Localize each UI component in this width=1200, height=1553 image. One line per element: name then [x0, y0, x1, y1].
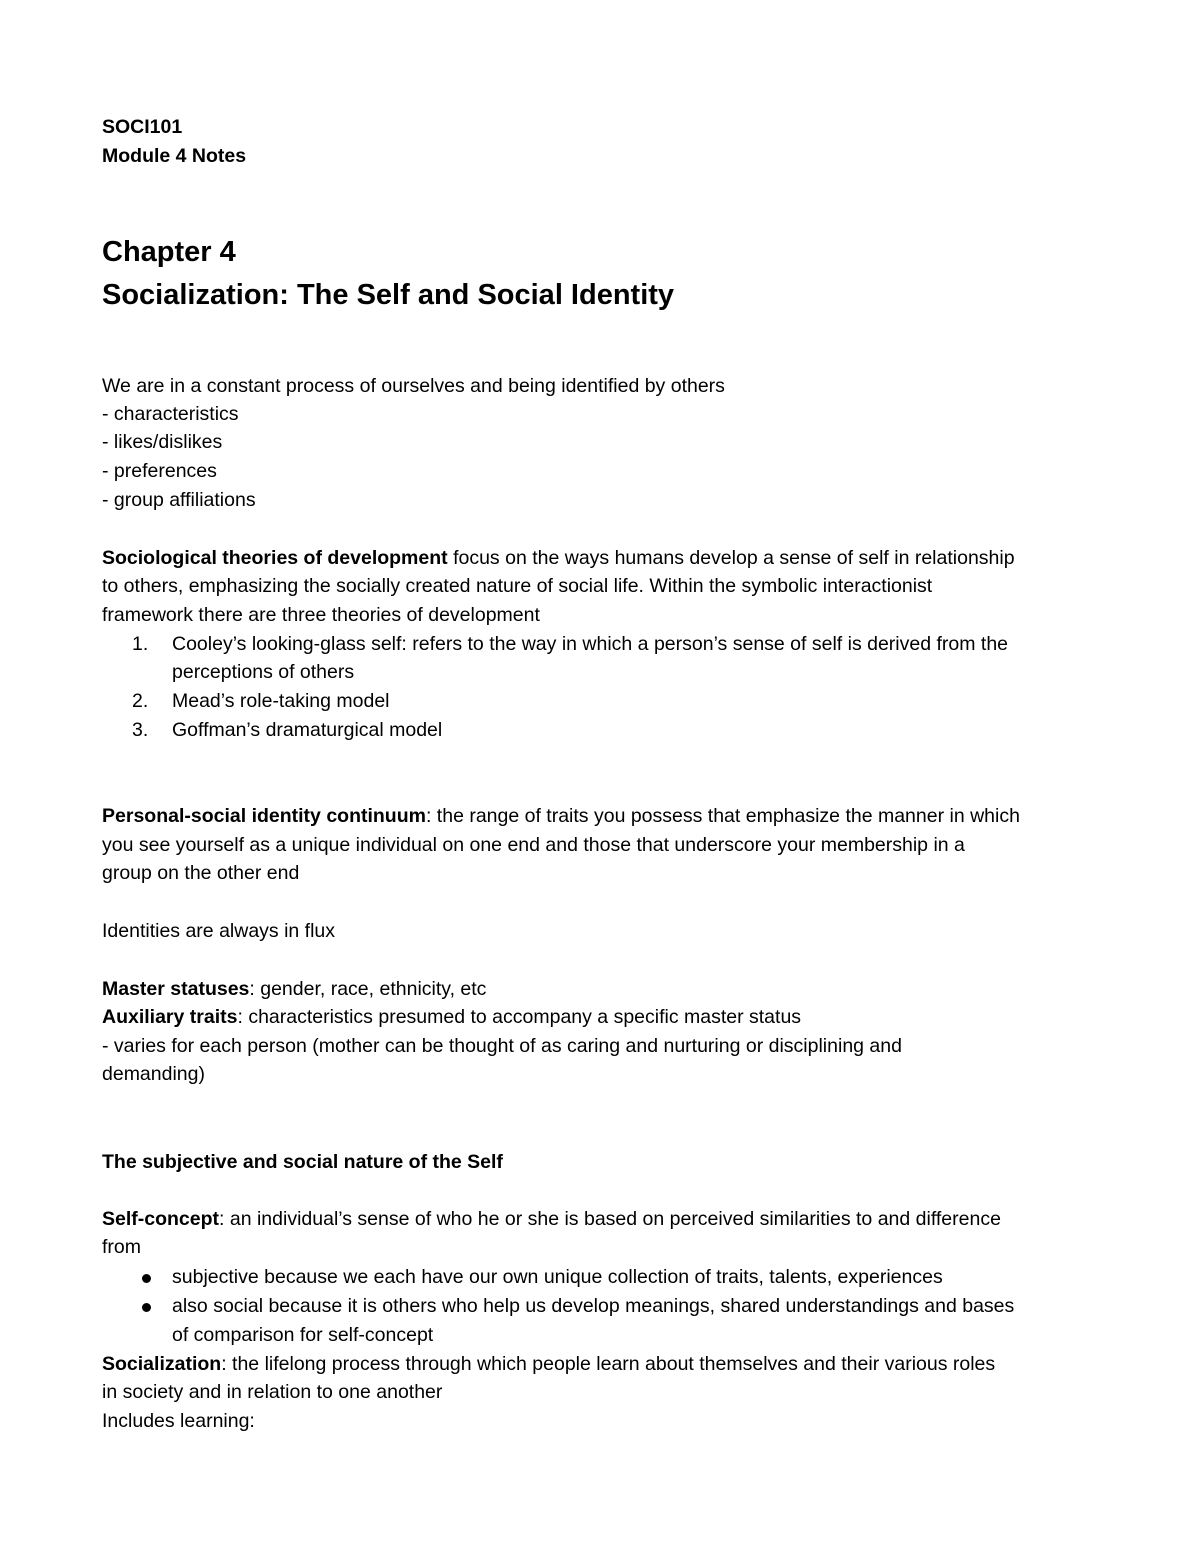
- continuum-paragraph-line: you see yourself as a unique individual on one end and those that underscore your membership in a: [102, 834, 965, 856]
- list-number: 3.: [132, 719, 149, 741]
- includes-learning: Includes learning:: [102, 1410, 255, 1432]
- intro-item: - likes/dislikes: [102, 431, 223, 453]
- intro-lead: We are in a constant process of ourselves and being identified by others: [102, 375, 725, 397]
- continuum-term: Personal-social identity continuum: [102, 805, 426, 827]
- bullet-icon: [132, 1292, 160, 1321]
- master-term: Master statuses: [102, 978, 250, 1000]
- socialization-line: in society and in relation to one another: [102, 1381, 443, 1403]
- list-number: 1.: [132, 633, 149, 655]
- master-text: : gender, race, ethnicity, etc: [249, 978, 487, 1000]
- auxiliary-text: : characteristics presumed to accompany a specific master status: [237, 1006, 802, 1028]
- intro-item: - preferences: [102, 460, 217, 482]
- self-concept-line: [102, 1205, 1112, 1234]
- bullet-text: also social because it is others who help us develop meanings, shared understandings and bases: [172, 1295, 1015, 1317]
- chapter-title: Socialization: The Self and Social Identity: [102, 279, 675, 311]
- chapter-number: Chapter 4: [102, 236, 236, 268]
- list-item-text: Goffman’s dramaturgical model: [172, 719, 443, 741]
- continuum-paragraph-line: group on the other end: [102, 862, 300, 884]
- self-concept-term: Self-concept: [102, 1208, 220, 1230]
- bullet-icon: [132, 1263, 160, 1292]
- intro-item: - characteristics: [102, 403, 239, 425]
- auxiliary-traits-line: [102, 1003, 1112, 1032]
- intro-item: - group affiliations: [102, 489, 256, 511]
- theories-paragraph-line: [102, 544, 1112, 573]
- section-heading: The subjective and social nature of the Self: [102, 1151, 503, 1173]
- module-title: Module 4 Notes: [102, 145, 247, 167]
- socialization-text: : the lifelong process through which people learn about themselves and their various roles: [221, 1353, 996, 1375]
- bullet-text: subjective because we each have our own unique collection of traits, talents, experiences: [172, 1266, 943, 1288]
- bullet-text: of comparison for self-concept: [172, 1324, 434, 1346]
- continuum-text: : the range of traits you possess that emphasize the manner in which: [425, 805, 1020, 827]
- master-statuses-line: [102, 975, 1112, 1004]
- theories-term: Sociological theories of development: [102, 547, 448, 569]
- self-concept-line: from: [102, 1236, 141, 1258]
- list-number: 2.: [132, 690, 149, 712]
- socialization-term: Socialization: [102, 1353, 222, 1375]
- list-item-text: Cooley’s looking-glass self: refers to the way in which a person’s sense of self is derived from the: [172, 633, 1009, 655]
- auxiliary-term: Auxiliary traits: [102, 1006, 238, 1028]
- continuum-paragraph-line: [102, 802, 1112, 831]
- self-concept-text: : an individual’s sense of who he or she is based on perceived similarities to and difference: [219, 1208, 1001, 1230]
- auxiliary-note-line: demanding): [102, 1063, 205, 1085]
- theories-paragraph-line: framework there are three theories of development: [102, 604, 540, 626]
- list-item-text: Mead’s role-taking model: [172, 690, 390, 712]
- course-code: SOCI101: [102, 116, 183, 138]
- theories-text: focus on the ways humans develop a sense of self in relationship: [447, 547, 1015, 569]
- socialization-line: [102, 1350, 1112, 1379]
- theories-paragraph-line: to others, emphasizing the socially created nature of social life. Within the symbolic interactionist: [102, 575, 933, 597]
- flux-statement: Identities are always in flux: [102, 920, 336, 942]
- list-item-text: perceptions of others: [172, 661, 355, 683]
- auxiliary-note-line: - varies for each person (mother can be thought of as caring and nurturing or disciplining and: [102, 1035, 902, 1057]
